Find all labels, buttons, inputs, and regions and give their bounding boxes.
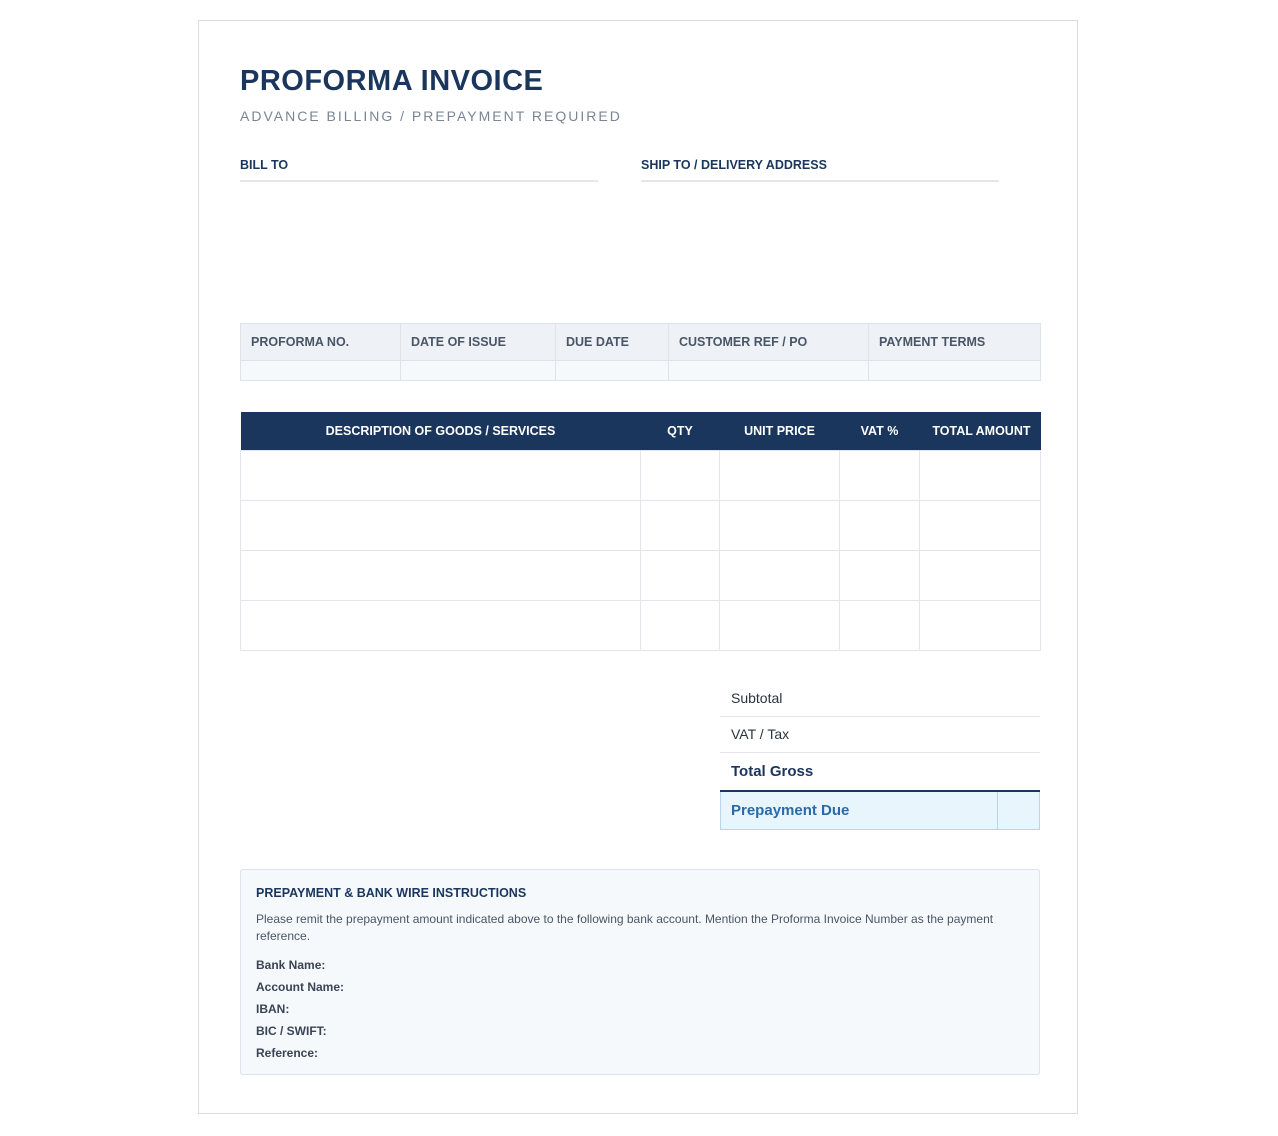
total-gross-label: Total Gross bbox=[731, 763, 814, 780]
payment-terms-cell[interactable] bbox=[869, 361, 1041, 381]
total-amount-cell[interactable] bbox=[920, 501, 1041, 551]
header-proforma-no: PROFORMA NO. bbox=[241, 324, 401, 361]
bank-instructions-text: Please remit the prepayment amount indicated above to the following bank account. Mention the Proforma Invoice Number as the payment reference. bbox=[256, 912, 994, 943]
reference-label: Reference: bbox=[256, 1046, 319, 1060]
vat-cell[interactable] bbox=[840, 501, 920, 551]
prepayment-due-label: Prepayment Due bbox=[731, 802, 850, 819]
header-total-amount: TOTAL AMOUNT bbox=[920, 412, 1041, 451]
customer-ref-cell[interactable] bbox=[669, 361, 869, 381]
prepayment-due-row bbox=[720, 792, 1040, 830]
header-date-of-issue: DATE OF ISSUE bbox=[401, 324, 556, 361]
bill-to-label: BILL TO bbox=[240, 158, 598, 182]
unit-price-cell[interactable] bbox=[720, 451, 840, 501]
header-payment-terms: PAYMENT TERMS bbox=[869, 324, 1041, 361]
header-description: DESCRIPTION OF GOODS / SERVICES bbox=[241, 412, 641, 451]
qty-cell[interactable] bbox=[641, 451, 720, 501]
qty-cell[interactable] bbox=[641, 601, 720, 651]
table-row bbox=[241, 551, 1041, 601]
unit-price-cell[interactable] bbox=[720, 601, 840, 651]
vat-cell[interactable] bbox=[840, 551, 920, 601]
invoice-title: PROFORMA INVOICE bbox=[240, 65, 544, 97]
bank-instructions-box bbox=[240, 869, 1040, 1075]
vat-row bbox=[720, 717, 1040, 753]
subtotal-label: Subtotal bbox=[731, 690, 783, 706]
table-row bbox=[241, 501, 1041, 551]
description-cell[interactable] bbox=[241, 451, 641, 501]
invoice-subtitle: ADVANCE BILLING / PREPAYMENT REQUIRED bbox=[240, 108, 622, 124]
due-date-cell[interactable] bbox=[556, 361, 669, 381]
description-cell[interactable] bbox=[241, 551, 641, 601]
account-name-label: Account Name: bbox=[256, 980, 345, 994]
qty-cell[interactable] bbox=[641, 551, 720, 601]
description-cell[interactable] bbox=[241, 501, 641, 551]
table-row bbox=[241, 451, 1041, 501]
iban-label: IBAN: bbox=[256, 1002, 290, 1016]
totals-block bbox=[720, 681, 1040, 830]
bank-name-label: Bank Name: bbox=[256, 958, 326, 972]
vat-cell[interactable] bbox=[840, 601, 920, 651]
date-of-issue-cell[interactable] bbox=[401, 361, 556, 381]
bank-instructions-title: PREPAYMENT & BANK WIRE INSTRUCTIONS bbox=[256, 886, 527, 900]
vat-label: VAT / Tax bbox=[731, 726, 790, 742]
invoice-page bbox=[198, 20, 1078, 1114]
header-vat: VAT % bbox=[840, 412, 920, 451]
header-qty: QTY bbox=[641, 412, 720, 451]
total-amount-cell[interactable] bbox=[920, 551, 1041, 601]
line-items-table bbox=[240, 412, 1041, 651]
header-unit-price: UNIT PRICE bbox=[720, 412, 840, 451]
bic-swift-label: BIC / SWIFT: bbox=[256, 1024, 327, 1038]
header-customer-ref: CUSTOMER REF / PO bbox=[669, 324, 869, 361]
prepayment-due-value-cell[interactable] bbox=[997, 792, 1039, 829]
unit-price-cell[interactable] bbox=[720, 551, 840, 601]
table-row bbox=[241, 601, 1041, 651]
unit-price-cell[interactable] bbox=[720, 501, 840, 551]
total-amount-cell[interactable] bbox=[920, 451, 1041, 501]
invoice-meta-table bbox=[240, 323, 1041, 381]
proforma-no-cell[interactable] bbox=[241, 361, 401, 381]
header-due-date: DUE DATE bbox=[556, 324, 669, 361]
qty-cell[interactable] bbox=[641, 501, 720, 551]
meta-value-row bbox=[241, 361, 1041, 381]
total-amount-cell[interactable] bbox=[920, 601, 1041, 651]
description-cell[interactable] bbox=[241, 601, 641, 651]
vat-cell[interactable] bbox=[840, 451, 920, 501]
subtotal-row bbox=[720, 681, 1040, 717]
ship-to-label: SHIP TO / DELIVERY ADDRESS bbox=[641, 158, 999, 182]
total-gross-row bbox=[720, 753, 1040, 792]
